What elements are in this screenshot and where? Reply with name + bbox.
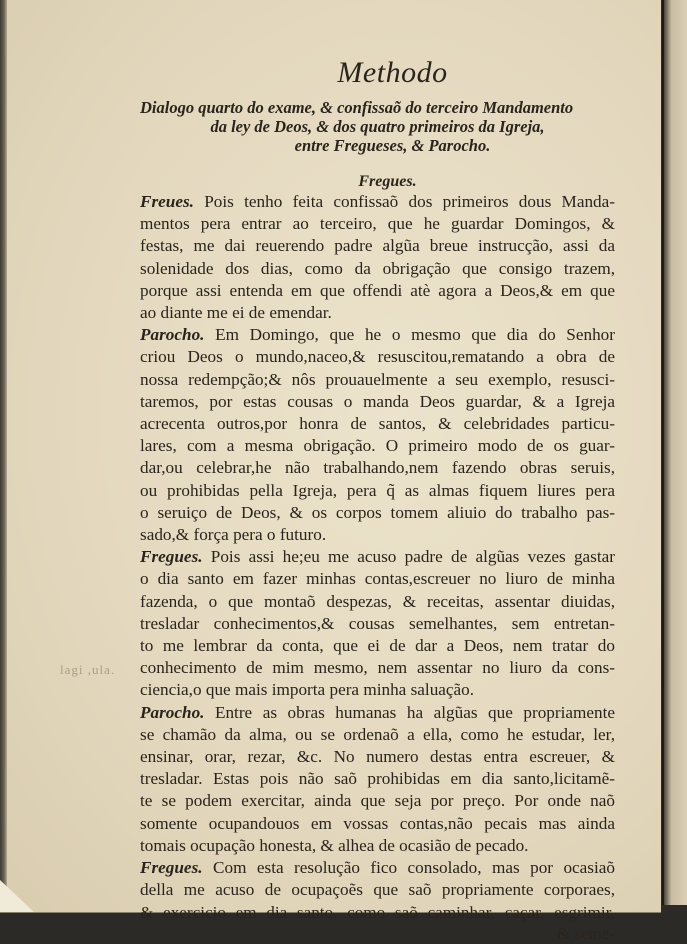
book-binding-shadow bbox=[0, 0, 7, 912]
text-line bbox=[140, 480, 615, 502]
dialogue-body bbox=[140, 191, 615, 924]
dialogue-paragraph bbox=[140, 857, 615, 924]
line-text: Com esta resolução fico consolado, mas por ocasiaõ bbox=[213, 858, 615, 878]
text-line bbox=[140, 746, 615, 768]
line-text: se chamão da alma, ou se ordenaõ a ella, como he estudar, ler, bbox=[140, 724, 615, 744]
text-line bbox=[140, 346, 615, 368]
dialogue-paragraph bbox=[140, 324, 615, 546]
text-line bbox=[140, 502, 615, 524]
text-line bbox=[140, 835, 615, 857]
line-text: Em Domingo, que he o mesmo que dia do Senhor bbox=[215, 325, 616, 345]
text-line bbox=[140, 568, 615, 590]
catchword: & seme- bbox=[556, 923, 615, 943]
line-text: & exercicio em dia santo, como saõ caminhar, caçar, esgrimir, bbox=[140, 902, 615, 922]
line-text: sado,& força pera o futuro. bbox=[140, 525, 327, 545]
line-text: tomais ocupação honesta, & alhea de ocasião de pecado. bbox=[140, 835, 529, 855]
folded-page-corner bbox=[0, 880, 34, 912]
text-line bbox=[140, 657, 615, 679]
text-line bbox=[140, 258, 615, 280]
line-text: ou prohibidas pella Igreja, pera q̃ as almas fiquem liures pera bbox=[140, 480, 615, 500]
line-text: dar,ou celebrar,he não trabalhando,nem fazendo obras seruis, bbox=[140, 458, 615, 478]
line-text: conhecimento de mim mesmo, nem assentar no liuro da cons- bbox=[140, 658, 615, 678]
text-line bbox=[140, 879, 615, 901]
line-text: tresladar conhecimentos,& cousas semelhantes, sem entretan- bbox=[140, 613, 615, 633]
line-text: mentos pera entrar ao terceiro, que he guardar Domingos, & bbox=[140, 214, 615, 234]
text-line bbox=[140, 457, 615, 479]
text-line bbox=[140, 391, 615, 413]
text-line bbox=[140, 324, 615, 346]
line-text: lares, com a mesma obrigação. O primeiro modo de os guar- bbox=[140, 436, 615, 456]
text-line bbox=[140, 524, 615, 546]
text-line bbox=[140, 702, 615, 724]
dialogue-paragraph bbox=[140, 546, 615, 701]
line-text: fazenda, o que montaõ despezas, & receitas, assentar diuidas, bbox=[140, 591, 615, 611]
line-text: te se podem exercitar, ainda que seja por preço. Por onde naõ bbox=[140, 791, 615, 811]
text-line bbox=[140, 369, 615, 391]
line-text: solenidade dos dias, como da obrigação que consigo trazem, bbox=[140, 258, 615, 278]
line-text: o seruiço de Deos, & os corpos tomem aliuio do trabalho pas- bbox=[140, 502, 615, 522]
speaker-label: Freues. bbox=[140, 192, 194, 211]
line-text: nossa redempção;& nôs prouauelmente a seu exemplo, resusci- bbox=[140, 369, 615, 389]
text-line bbox=[140, 813, 615, 835]
line-text: ciencia,o que mais importa pera minha saluação. bbox=[140, 680, 475, 700]
text-line bbox=[140, 435, 615, 457]
text-line bbox=[140, 679, 615, 701]
running-title: Methodo bbox=[337, 56, 448, 89]
line-text: Pois assi he;eu me acuso padre de algũas vezes gastar bbox=[210, 547, 615, 567]
line-text: festas, me dai reuerendo padre algũa breue instrucção, assi da bbox=[140, 236, 615, 256]
line-text: acrecenta outros,por honra de santos, & celebridades particu- bbox=[140, 414, 615, 434]
line-text: somente ocupandouos em vossas contas,não pecais mas ainda bbox=[140, 813, 615, 833]
text-line bbox=[140, 790, 615, 812]
subtitle-line: da ley de Deos, & dos quatro primeiros da Igreja, bbox=[210, 117, 545, 136]
text-line bbox=[140, 857, 615, 879]
subtitle-line: Dialogo quarto do exame, & confissaõ do terceiro Mandamento bbox=[140, 98, 574, 117]
speaker-label: Parocho. bbox=[140, 702, 205, 722]
text-line bbox=[140, 413, 615, 435]
text-line bbox=[140, 768, 615, 790]
text-line bbox=[140, 235, 615, 257]
text-line bbox=[140, 191, 615, 213]
line-text: to me lembrar da conta, que ei de dar a Deos, nem tratar do bbox=[140, 636, 615, 656]
line-text: Entre as obras humanas ha algũas que propriamente bbox=[214, 702, 616, 722]
line-text: ao diante me ei de emendar. bbox=[140, 303, 332, 323]
text-line bbox=[140, 591, 615, 613]
line-text: porque assi entenda em que offendi atè agora a Deos,& em que bbox=[140, 280, 615, 300]
line-text: o dia santo em fazer minhas contas,escreuer no liuro de minha bbox=[140, 569, 615, 589]
speaker-label: Parocho. bbox=[140, 325, 205, 345]
text-line bbox=[140, 546, 615, 568]
next-page-edge bbox=[662, 0, 687, 905]
text-line bbox=[140, 280, 615, 302]
text-line bbox=[140, 613, 615, 635]
line-text: ensinar, orar, rezar, &c. No numero destas entra escreuer, & bbox=[140, 747, 615, 767]
text-line bbox=[140, 902, 615, 924]
text-line bbox=[140, 724, 615, 746]
line-text: della me acuso de ocupaçoẽs que saõ propriamente corporaes, bbox=[140, 880, 615, 900]
speaker-label: Fregues. bbox=[140, 858, 203, 878]
speaker-label: Fregues. bbox=[140, 547, 203, 567]
line-text: tresladar. Estas pois não saõ prohibidas em dia santo,licitamẽ- bbox=[140, 769, 615, 789]
subtitle-line: entre Fregueses, & Parocho. bbox=[294, 136, 491, 155]
line-text: taremos, por estas cousas o manda Deos guardar, & a Igreja bbox=[140, 391, 615, 411]
margin-bleed-through-text: lagi ,ula. bbox=[60, 662, 116, 677]
dialogue-paragraph bbox=[140, 702, 615, 857]
speaker-heading: Fregues. bbox=[358, 173, 417, 190]
text-line bbox=[140, 213, 615, 235]
dialogue-paragraph bbox=[140, 191, 615, 324]
text-line bbox=[140, 302, 615, 324]
text-line bbox=[140, 635, 615, 657]
line-text: Pois tenho feita confissaõ dos primeiros dous Manda- bbox=[204, 192, 615, 211]
chapter-subtitle bbox=[140, 98, 615, 155]
page-content bbox=[140, 56, 615, 944]
line-text: criou Deos o mundo,naceo,& resuscitou,rematando a obra de bbox=[140, 347, 615, 367]
